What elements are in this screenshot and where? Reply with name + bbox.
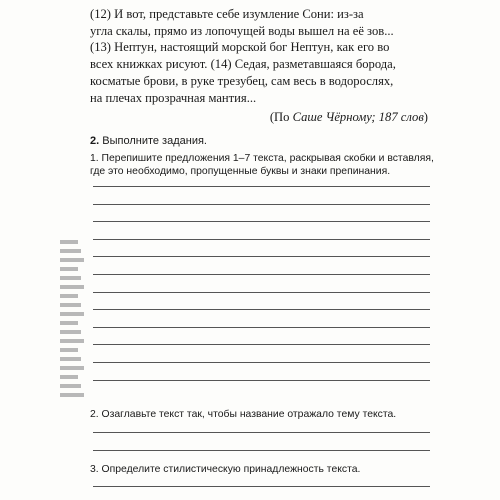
page-edge-shading	[60, 240, 86, 400]
source-suffix: )	[423, 110, 428, 124]
subtask-1-line-2: где это необходимо, пропущенные буквы и знаки препинания.	[90, 166, 391, 178]
subtask-3: 3. Определите стилистическую принадлежность текста.	[90, 464, 361, 475]
answer-line[interactable]	[93, 362, 430, 363]
answer-line[interactable]	[93, 309, 430, 310]
shading-bar	[60, 375, 78, 379]
task-heading	[90, 135, 207, 147]
story-line: косматые брови, в руке трезубец, сам весь в водорослях,	[90, 73, 394, 88]
answer-line[interactable]	[93, 380, 430, 381]
answer-line[interactable]	[93, 239, 430, 240]
answer-line[interactable]	[93, 204, 430, 205]
answer-line[interactable]	[93, 274, 430, 275]
shading-bar	[60, 240, 78, 244]
source-prefix: (По	[269, 110, 290, 124]
story-line: (12) И вот, представьте себе изумление Сони: из-за	[90, 7, 364, 21]
shading-bar	[60, 321, 78, 325]
shading-bar	[60, 366, 84, 370]
answer-line[interactable]	[93, 486, 430, 487]
shading-bar	[60, 312, 84, 316]
source-author: Саше Чёрному; 187 слов	[292, 110, 424, 124]
shading-bar	[60, 357, 81, 361]
task-title: Выполните задания.	[102, 135, 207, 147]
shading-bar	[60, 339, 84, 343]
shading-bar	[60, 330, 81, 334]
source-attribution	[270, 110, 428, 125]
shading-bar	[60, 303, 81, 307]
story-line: (13) Нептун, настоящий морской бог Нептун, как его во	[90, 40, 390, 55]
subtask-2: 2. Озаглавьте текст так, чтобы название отражало тему текста.	[90, 409, 397, 420]
subtask-1	[90, 152, 435, 179]
shading-bar	[60, 348, 78, 352]
subtask-1-line-1: 1. Перепишите предложения 1–7 текста, раскрывая скобки и вставляя,	[90, 153, 434, 164]
story-line: на плечах прозрачная мантия...	[90, 90, 257, 105]
answer-line[interactable]	[93, 292, 430, 293]
story-excerpt	[90, 6, 432, 106]
story-line: угла скалы, прямо из лопочущей воды вышел на её зов...	[90, 23, 394, 38]
task-number: 2.	[90, 135, 100, 147]
shading-bar	[60, 276, 81, 280]
shading-bar	[60, 393, 84, 397]
shading-bar	[60, 258, 84, 262]
answer-line[interactable]	[93, 221, 430, 222]
answer-line[interactable]	[93, 327, 430, 328]
shading-bar	[60, 294, 78, 298]
shading-bar	[60, 285, 84, 289]
answer-line[interactable]	[93, 432, 430, 433]
shading-bar	[60, 384, 81, 388]
answer-line[interactable]	[93, 186, 430, 187]
story-line: всех книжках рисуют. (14) Седая, разметавшаяся борода,	[90, 57, 396, 72]
answer-line[interactable]	[93, 450, 430, 451]
shading-bar	[60, 249, 81, 253]
answer-line[interactable]	[93, 344, 430, 345]
shading-bar	[60, 267, 78, 271]
answer-line[interactable]	[93, 256, 430, 257]
